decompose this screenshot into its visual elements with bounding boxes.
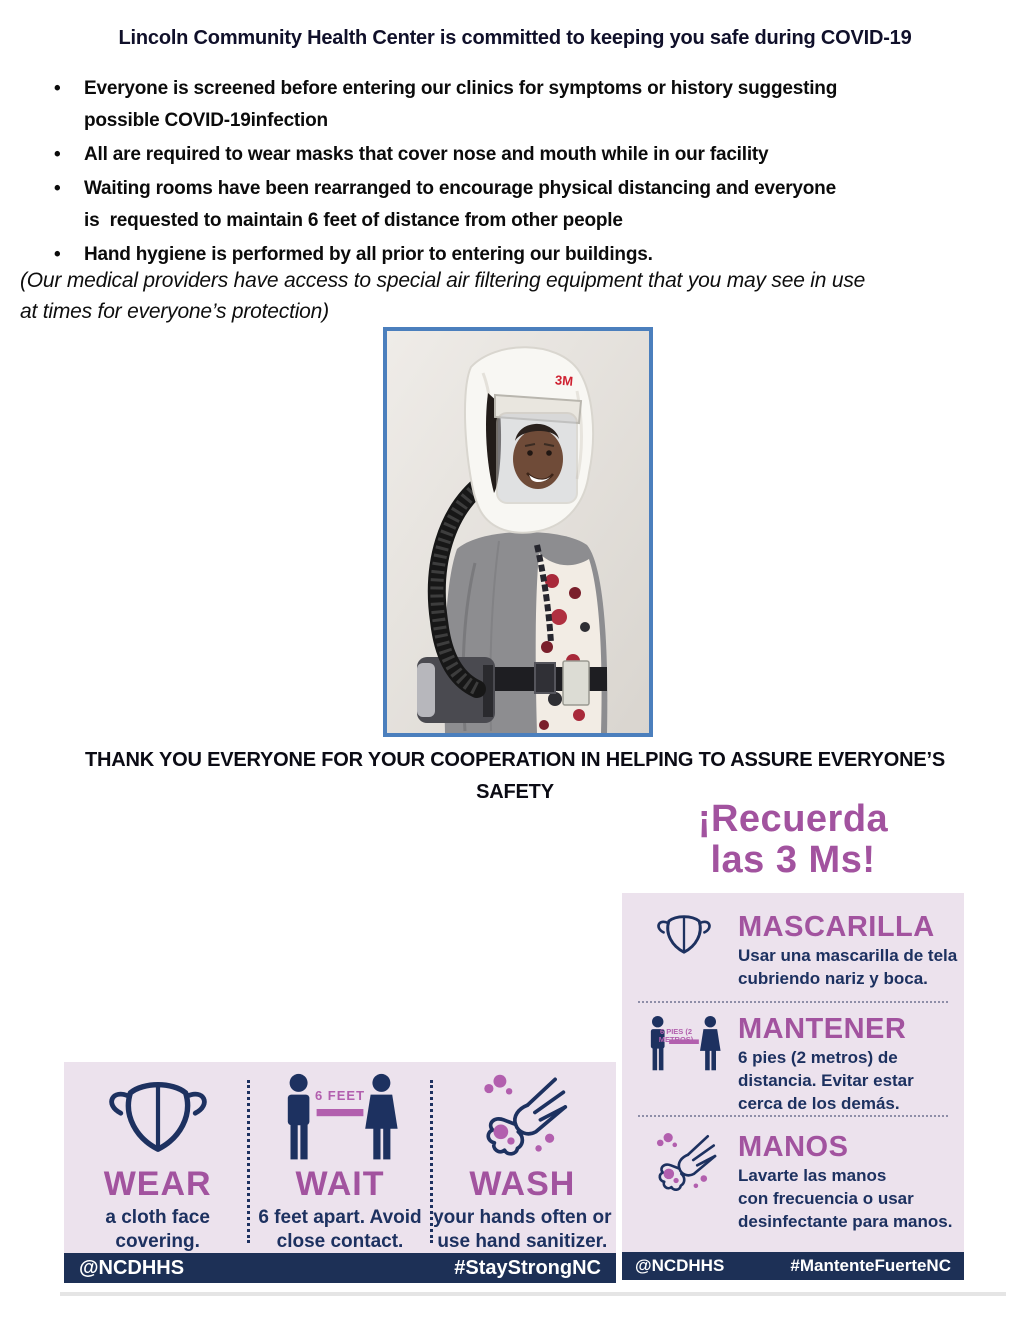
ms-body-line: desinfectante para manos. xyxy=(738,1212,953,1231)
note-line: (Our medical providers have access to special air filtering equipment that you may see in use xyxy=(20,269,866,292)
scan-edge-line xyxy=(60,1292,1006,1296)
ws-footer-bar xyxy=(64,1253,616,1283)
three-ms-panel xyxy=(622,893,964,1252)
stay-strong-hashtag: #StayStrongNC xyxy=(454,1256,601,1279)
bullet-line: All are required to wear masks that cover nose and mouth while in our facility xyxy=(84,144,769,165)
ms-row-mantener xyxy=(622,1003,964,1115)
ncdhhs-handle: @NCDHHS xyxy=(79,1256,185,1279)
thanks-line: THANK YOU EVERYONE FOR YOUR COOPERATION IN HELPING TO ASSURE EVERYONE’S xyxy=(85,749,945,771)
physical-distance-icon xyxy=(275,1073,405,1163)
ws-body-line: close contact. xyxy=(276,1231,404,1252)
ms-body-line: cubriendo nariz y boca. xyxy=(738,969,928,988)
ms-body-line: distancia. Evitar estar xyxy=(738,1071,914,1090)
ws-heading-wash: WASH xyxy=(469,1165,576,1203)
physical-distance-icon xyxy=(644,1013,724,1075)
ms-body-line: 6 pies (2 metros) de xyxy=(738,1048,898,1067)
ws-heading-wear: WEAR xyxy=(103,1165,212,1203)
bullet-line: Hand hygiene is performed by all prior to entering our buildings. xyxy=(84,244,653,265)
mask-icon xyxy=(97,1076,219,1160)
photo-illustration xyxy=(387,331,649,733)
ms-row-manos xyxy=(622,1117,964,1242)
bullet-line: Waiting rooms have been rearranged to encourage physical distancing and everyone xyxy=(84,178,836,199)
ws-body-line: 6 feet apart. Avoid xyxy=(258,1207,422,1228)
ms-row-mascarilla xyxy=(622,897,964,1001)
ncdhhs-handle: @NCDHHS xyxy=(635,1256,725,1275)
bullet-line: is requested to maintain 6 feet of distance from other people xyxy=(84,210,623,231)
three-ms-title-line: ¡Recuerda xyxy=(697,798,889,840)
bullet-icon: • xyxy=(54,144,61,165)
ms-heading-mascarilla: MASCARILLA xyxy=(738,911,935,943)
list-item xyxy=(46,173,976,237)
mask-icon xyxy=(651,911,717,959)
ms-heading-mantener: MANTENER xyxy=(738,1013,907,1045)
list-item xyxy=(46,73,976,137)
respirator-photo xyxy=(383,327,653,737)
bullet-line: Everyone is screened before entering our clinics for symptoms or history suggesting xyxy=(84,78,838,99)
ws-body-line: covering. xyxy=(115,1231,200,1252)
bullet-line: possible COVID-19infection xyxy=(84,110,328,131)
ms-body-line: Usar una mascarilla de tela xyxy=(738,946,958,965)
ms-body-line: Lavarte las manos xyxy=(738,1166,887,1185)
ms-heading-manos: MANOS xyxy=(738,1131,849,1163)
ws-body-line: use hand sanitizer. xyxy=(437,1231,608,1252)
ws-col-wait xyxy=(250,1072,429,1253)
hand-washing-icon xyxy=(650,1131,718,1197)
distance-label: 6 PIES (2 METROS) xyxy=(658,1027,694,1044)
ws-col-wear xyxy=(68,1072,247,1253)
3m-logo: 3M xyxy=(554,372,574,389)
list-item xyxy=(46,139,976,171)
page-title: Lincoln Community Health Center is committed to keeping you safe during COVID-19 xyxy=(118,27,912,49)
bullet-list xyxy=(46,73,976,273)
bullet-icon: • xyxy=(54,178,61,199)
hand-washing-icon xyxy=(470,1072,574,1164)
three-ws-panel xyxy=(64,1062,616,1253)
distance-label: 6 FEET xyxy=(314,1088,366,1103)
bullet-icon: • xyxy=(54,244,61,265)
thanks-line: SAFETY xyxy=(476,781,554,803)
ms-body-line: cerca de los demás. xyxy=(738,1094,900,1113)
ws-body-line: your hands often or xyxy=(433,1207,612,1228)
three-ms-title xyxy=(622,799,964,881)
note-line: at times for everyone’s protection) xyxy=(20,300,329,323)
mantente-fuerte-hashtag: #MantenteFuerteNC xyxy=(790,1256,951,1275)
three-ms-title-line: las 3 Ms! xyxy=(710,839,876,881)
bullet-icon: • xyxy=(54,78,61,99)
note-text xyxy=(20,265,1020,327)
photo-visor-face xyxy=(497,413,577,503)
ws-body-line: a cloth face xyxy=(105,1207,210,1228)
ws-col-wash xyxy=(433,1072,612,1253)
ms-footer-bar xyxy=(622,1252,964,1280)
ms-body-line: con frecuencia o usar xyxy=(738,1189,914,1208)
ws-heading-wait: WAIT xyxy=(295,1165,385,1203)
